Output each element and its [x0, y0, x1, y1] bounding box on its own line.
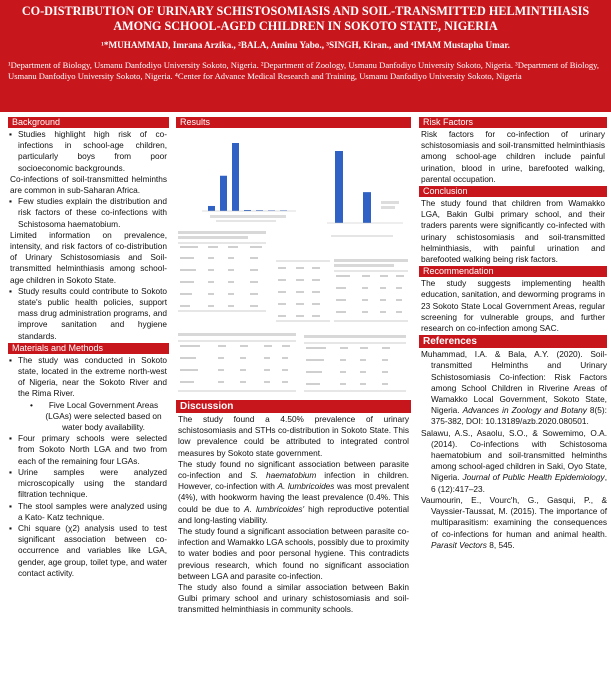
conclusion-heading: Conclusion [419, 186, 607, 197]
risk-factors-text: Risk factors for co-infection of urinary schistosomiasis and soil-transmitted helminthiasis among school-age children include painful urination, blood in urine, barefooted walking, parental occupation. [421, 129, 605, 184]
background-heading: Background [8, 117, 169, 128]
affiliations: ¹Department of Biology, Usmanu Danfodiyo University Sokoto, Nigeria. ²Department of Zoology, Usmanu Danfodiyo University Sokoto, Nigeria. ³Department of Biology, Usmanu Danfodiyo University Sokoto, Nigeria. ⁴Center for Advance Medical Research and Training, Usmanu Danfodiyo University Sokoto, Nigeria [8, 60, 600, 81]
result-bar [220, 176, 227, 211]
methods-heading: Materials and Methods [8, 343, 169, 354]
middle-column [176, 116, 411, 616]
author-list: ¹*MUHAMMAD, Imrana Arzika., ²BALA, Aminu Yabo., ³SINGH, Kiran., and ⁴IMAM Mustapha Umar. [101, 40, 510, 50]
reference-text: 8(5): 375-382, DOI: 10.13189/azb.2020.080501. [431, 405, 607, 427]
background-paragraph: Co-infections of soil-transmitted helminths are common in sub-Saharan Africa. [10, 173, 167, 196]
background-point: ▪ Study results could contribute to Sokoto state's public health policies, support mass drug administration programs, and improve sanitation and hygiene standards. [18, 286, 167, 342]
result-bar [232, 143, 239, 211]
reference-text: , 6 (12):417–23. [431, 472, 607, 494]
methods-list [8, 355, 169, 400]
methods-point: ▪ Four primary schools were selected from Sokoto North LGA and two from each of the remaining four LGAs. [18, 433, 167, 467]
result-bar [208, 206, 215, 211]
risk-factors-heading: Risk Factors [419, 117, 607, 128]
background-point: ▪ Few studies explain the distribution and risk factors of these co-infections with Schistosoma haematobium. [18, 196, 167, 230]
journal-name: Journal of Public Health Epidemiology [462, 472, 605, 483]
discussion-text: The study found no significant association between parasite co-infection and [178, 458, 409, 481]
results-table-5 [304, 335, 408, 395]
methods-point: ▪ The stool samples were analyzed using a Kato- Katz technique. [18, 501, 167, 523]
reference-item [421, 349, 607, 427]
discussion-paragraph: The study found a significant association between parasite co-infection and Wamakko LGA schools, possibly due to proximity to water bodies and poor personal hygiene. This contradicts previous research, which found no significant association between LGA and parasite co-infection. [178, 526, 409, 581]
recommendation-text: The study suggests implementing health education, sanitation, and deworming programs in 23 Sokoto State Local Government Areas, regular screening for vulnerable groups, and further research on co-infection among SAC. [421, 278, 605, 334]
species-name: A. lumbricoides' [244, 503, 305, 514]
discussion-paragraph: The study also found a similar association between Bakin Gulbi primary school and urinary schistosomiasis and soil-transmitted helminthiasis in community schools. [178, 582, 409, 615]
poster-header [0, 0, 611, 112]
discussion-paragraph: The study found a 4.50% prevalence of urinary schistosomiasis and STHs co-distribution in Sokoto State. This low prevalence could be attributed to integrated control measures by Sokoto state government. [178, 414, 409, 458]
results-table-4 [178, 333, 298, 397]
results-table-2 [276, 257, 330, 325]
reference-item [421, 428, 607, 495]
discussion-heading: Discussion [176, 400, 411, 413]
methods-subpoint: • Five Local Government Areas (LGAs) were selected based on water body availability. [42, 400, 165, 434]
reference-text: Salawu, A.S., Asaolu, S.O., & Sowemimo, O.A. (2014). Co-infections with Schistosoma haematobium and soil-transmitted helminths among school-aged children in Saki, Oyo State, Nigeria. [421, 427, 607, 483]
results-table-1 [178, 231, 268, 323]
reference-text: Muhammad, I.A. & Bala, A.Y. (2020). Soil-transmitted Helminths and Urinary Schistosomiasis Co-infection: Risk Factors among School Children in Riverine Areas of Wamakko Local Government, Sokoto State, Nigeria. [421, 349, 607, 416]
background-list-3 [8, 286, 169, 342]
background-list [8, 129, 169, 174]
poster-title: CO-DISTRIBUTION OF URINARY SCHISTOSOMIASIS AND SOIL-TRANSMITTED HELMINTHIASIS AMONG SCHOOL-AGED CHILDREN IN SOKOTO STATE, NIGERIA [21, 4, 590, 33]
journal-name: Advances in Zoology and Botany [462, 405, 587, 416]
methods-point: ▪ Chi square (χ2) analysis used to test significant association between co-occurrence and variables like LGA, gender, age group, toilet type, and water contact activity. [18, 523, 167, 579]
methods-point: ▪ The study was conducted in Sokoto state, located in the extreme north-west of Nigeria, near the Sokoto River and the Rima River. [18, 355, 167, 400]
species-name: A. lumbricoides [277, 481, 335, 492]
journal-name: Parasit Vectors [431, 539, 487, 550]
species-name: S. haematobium [250, 470, 317, 481]
discussion-text: was most prevalent (4%), with hookworm having the least prevalence (0.4%. This could be due to [178, 481, 410, 514]
methods-point: ▪ Urine samples were analyzed microscopically using the standard filtration technique. [18, 467, 167, 501]
conclusion-text: The study found that children from Wamakko LGA, Bakin Gulbi primary school, and their traders parents were significantly co-infected with urinary schistosomiasis and soil-transmitted helminthiasis, with painful urination and barefooted walking being risk factors. [421, 198, 605, 265]
results-bar-chart-1 [196, 133, 300, 225]
result-bar [363, 192, 371, 223]
discussion-text: infection in children. However, co-infection with [178, 470, 409, 492]
background-list-2 [8, 196, 169, 230]
results-heading: Results [176, 117, 411, 128]
recommendation-heading: Recommendation [419, 266, 607, 277]
discussion-paragraph [176, 459, 411, 526]
reference-item [421, 495, 607, 551]
results-table-3 [334, 259, 410, 329]
methods-sublist [8, 400, 169, 434]
background-point: ▪ Studies highlight high risk of co-infections in school-age children, particularly boys from poor socioeconomic backgrounds. [18, 129, 167, 174]
right-column [419, 116, 607, 551]
result-bar [335, 151, 343, 223]
results-bar-chart-2 [323, 143, 407, 243]
reference-text: 8, 545. [486, 539, 515, 550]
background-paragraph: Limited information on prevalence, intensity, and risk factors of co-distribution of Urinary Schistosomiasis and Soil-transmitted helminthiasis among school-age children in Sokoto State. [10, 229, 167, 285]
left-column [8, 116, 169, 579]
references-heading: References [419, 335, 607, 348]
discussion-text: high reproductive potential and long-lasting viability. [178, 503, 409, 525]
results-figures [176, 129, 411, 398]
methods-list-2 [8, 433, 169, 579]
reference-text: Vaumourin, E., Vourc'h, G., Gasqui, P., & Vayssier-Taussat, M. (2015). The importance of multiparasitism: examining the consequences of co-infections for human and animal health. [421, 494, 607, 539]
